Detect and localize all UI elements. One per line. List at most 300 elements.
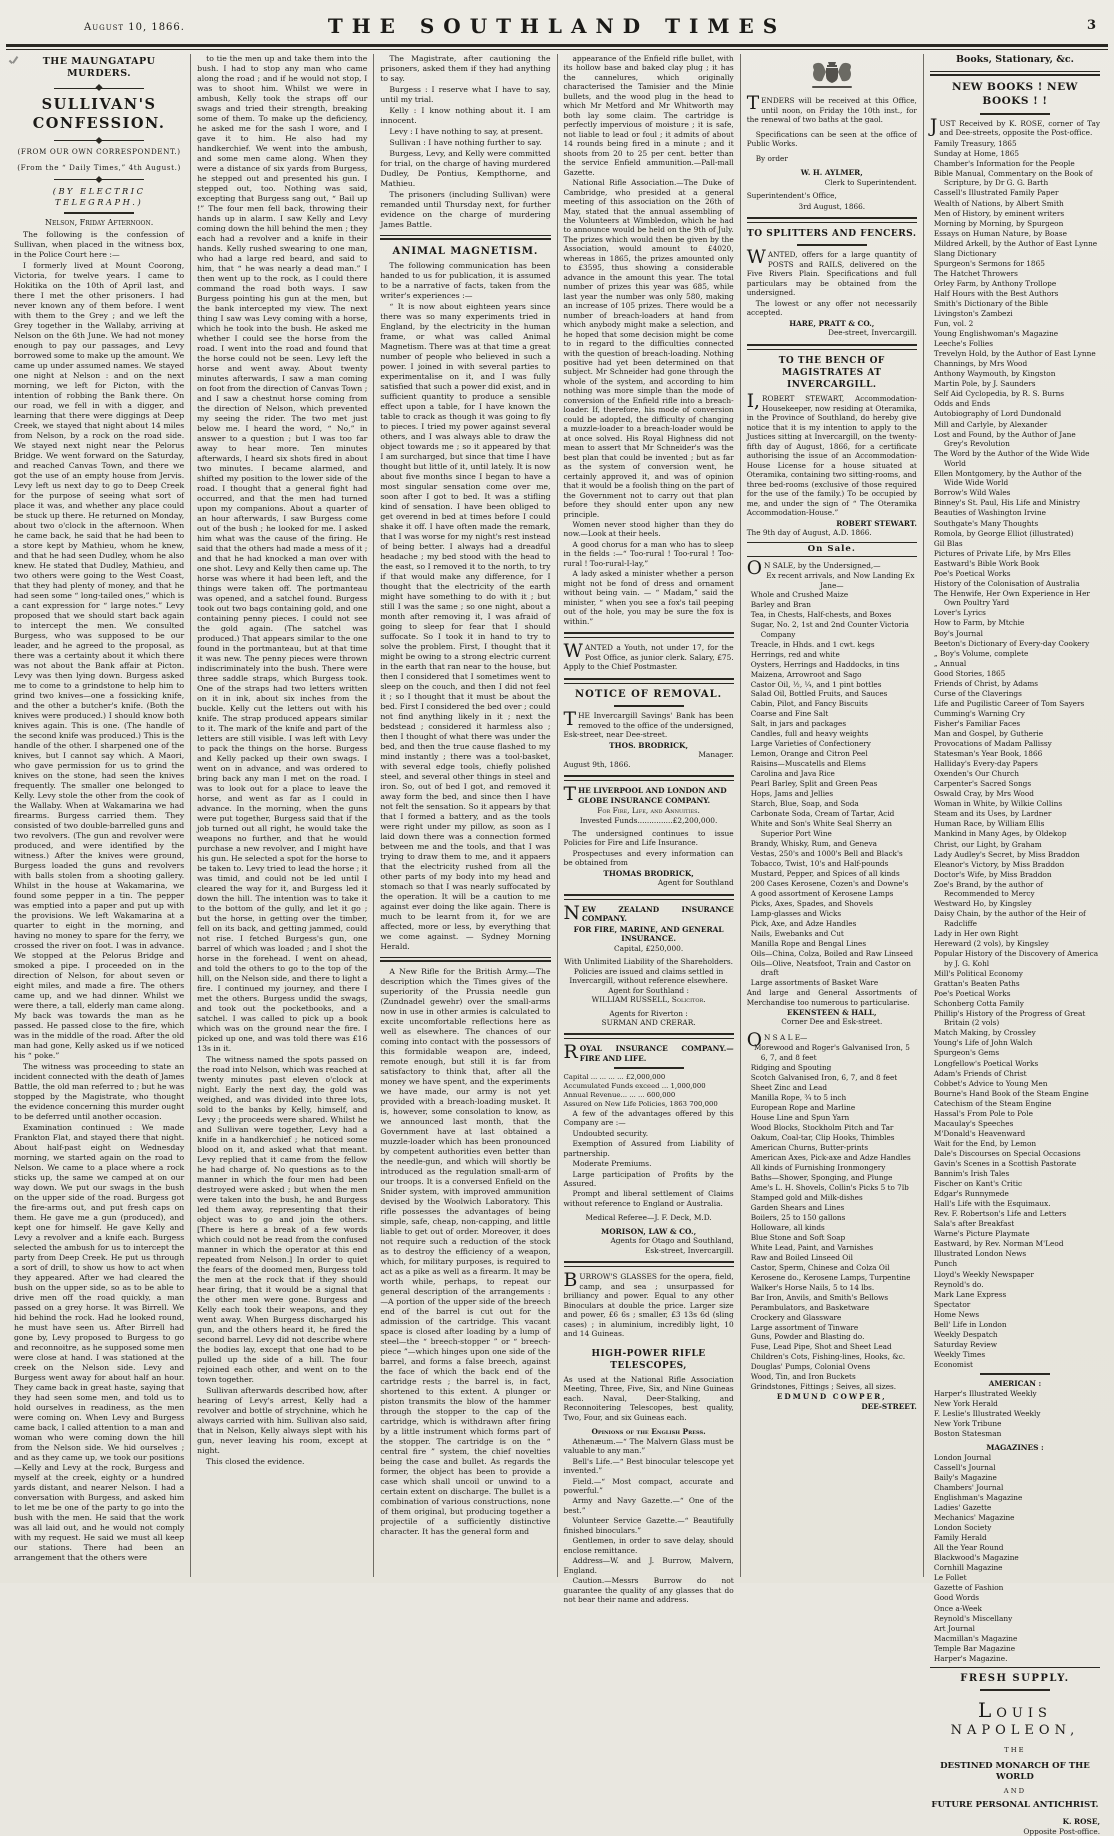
book-title: Catechism of the Steam Engine xyxy=(933,1098,1052,1108)
body-paragraph: Examination continued : We made Frankton Flat, and stayed there that night. About half-past eight on Wednesday morning, we started again on the road to Nelson. We came to a place where a rock sticks up, the same we camped at on our way down. We put our swags in the bush on the upper side of the road. Burgess got the fire-arms out, and put fresh caps on them. He gave me a gun (produced), and kept one for himself. He gave Kelly and Levy a revolver and a knife each. Burgess selected the ambush for us to intercept the party from Deep Creek. He put us through a sort of drill, to show us how to act when they appeared. After we had cleared the bush on the upper side, so as to be able to drive men off the road quickly, a man passed on a grey horse. It was Birrell. We hid behind the rock. Had he looked round, he must have seen us. After Birrell had gone by, Levy proposed to Burgess to go and reconnoitre, as he supposed some men were close at hand. I was stationed at the creek on the Nelson side. Levy and Burgess went away for about half an hour. They came back in great haste, saying that they had seen some men, and told us to hold ourselves in readiness, as the men were coming on. When Levy and Burgess came back, I called attention to a man and woman who were coming down the hill from the Nelson side. We hid ourselves ; and as they came up, we took our positions—Kelly and Levy at the rock, Burgess and myself at the creek, eighty or a hundred yards distant, and nearer Nelson. I had a conversation with Burgess, and asked him to let me be one of the party to go into the bush with the men. He said that the work was all laid out, and he would not comply with my request. He said we must all keep our stations. There had been an arrangement that the others were xyxy=(14,1123,185,1563)
book-title: Good Stories, 1865 xyxy=(933,668,1006,678)
body-paragraph: I formerly lived at Mount Coorong, Victoria, for twelve years. I came to Hokitika on the 10th of April last, and there I met the other prisoners. I had never known any of them before. I went with them to the Grey ; and we left the Grey together in the Wallaby, arriving at Nelson on the 6th June. We had not money enough to pay our passages, and Levy borrowed some to make up the amount. We came up under assumed names. We stayed one night at Nelson : and on the next morning, we left for Picton, with the intention of robbing the Bank there. On our road, we fell in with a digger, and learning that there were diggings at Deep Creek, we stayed that night about 14 miles from Nelson, by a rock on the road side. We stayed next night near the Pelorus Bridge. We went forward on the Saturday, and reached Canvas Town, and there we got the use of an empty house from Jervis. Levy left us next day to go to Deep Creek for the purpose of seeing what sort of place it was, and whether any place could be stuck up there. He returned on Monday, about two o'clock in the afternoon. When he came back, he said that he had been to a store kept by Mathieu, whom he knew, and that he had seen Dudley, whom he also knew. He stated that Dudley, Mathieu, and two others were going to the West Coast, that they had plenty of money, and that he had seen some “ long-tailed ones,” which is a cant expression for “ large notes.” Levy proposed that we should start back again to intercept the men. We consulted Burgess, who was supposed to be our leader, and he agreed to the proposal, as there was a certainty about it which there was not about the Bank affair at Picton. Levy was then lying down. Burgess asked me to come to a grindstone to help him to grind two knives—one a fossicking knife, and the other a butcher's knife. (Both the knives were produced.) I should know both knives again. This is one. (The handle of the second knife was produced.) This is the handle of the other. I sharpened one of the knives, but I cannot say which. A Maori, who gave permission for us to grind the knives on the stone, had seen the knives frequently. The smaller one belonged to Kelly. Levy stole the other from the cook of the Wallaby. When at Wakamarina we had firearms. Burgess carried them. They consisted of two double-barrelled guns and two revolvers. (The gun and revolver were produced, and were identified by the witness.) After the knives were ground, Burgess loaded the guns and revolvers with balls stolen from a shooting gallery. Whilst in the house at Wakamarina, we found some pepper in a tin. The pepper was emptied into a paper and put up with the provisions. We left Wakamarina at a quarter to eight in the morning, and having no money to spare for the ferry, we crossed the river on foot. I was in advance. We stopped at the Pelorus Bridge and smoked a pipe. I proceeded on in the direction of Nelson, for about seven or eight miles, and made a fire. The others came up, and we had dinner. Whilst we were there, a tall, elderly man came along. My back was towards the man as he passed. He passed close to the fire, which was in the middle of the road. After the old man had gone, Kelly asked us if we noticed his “ poke.” xyxy=(14,261,185,1061)
goods-item: Pearl Barley, Split and Green Peas xyxy=(750,779,878,789)
short-rule xyxy=(614,705,684,707)
column-6 xyxy=(924,54,1106,1836)
periodical-title: London Journal xyxy=(933,1452,992,1462)
periodical-title: All the Year Round xyxy=(933,1543,1004,1553)
goods-item: Large assortments of Basket Ware xyxy=(750,978,879,988)
goods-item: Wood Blocks, Stockholm Pitch and Tar xyxy=(750,1122,894,1132)
goods-item: A good assortment of Kerosene Lamps xyxy=(750,888,894,898)
goods-item: Wood, Tin, and Iron Buckets xyxy=(750,1372,856,1382)
goods-item: Brandy, Whisky, Rum, and Geneva xyxy=(750,838,877,848)
goods-item: Douglas' Pumps, Colonial Ovens xyxy=(750,1362,871,1372)
goods-item: Manilla Rope and Bengal Lines xyxy=(750,938,867,948)
book-title: Young's Life of John Walch xyxy=(933,1038,1033,1048)
goods-item: Lemon, Orange and Citron Peel xyxy=(750,749,868,759)
court-statements xyxy=(380,54,550,230)
ad-divider xyxy=(564,632,734,638)
book-title: Steam and its Uses, by Lardner xyxy=(933,809,1052,819)
nz-policies: Policies are issued and claims settled in Invercargill, without reference elsewhere. xyxy=(569,966,728,986)
liverpool-sub: For Fire, Life, and Annuities. xyxy=(597,806,700,816)
goods-item: Lamp-glasses and Wicks xyxy=(750,908,842,918)
book-title: Doctor's Wife, by Miss Braddon xyxy=(933,869,1052,879)
nz-riverton-name: SURMAN AND CRERAR. xyxy=(601,1017,696,1027)
periodical-title: Cornhill Magazine xyxy=(933,1563,1003,1573)
animal-magnetism-heading: ANIMAL MAGNETISM. xyxy=(392,246,539,257)
book-title: Hassal's From Pole to Pole xyxy=(933,1108,1033,1118)
body-paragraph: This closed the evidence. xyxy=(206,1457,305,1466)
book-title: Beauties of Washington Irvine xyxy=(933,508,1046,518)
body-paragraph: Large participation of Profits by the Assured. xyxy=(563,1169,734,1188)
periodical-title: Good Words xyxy=(933,1593,980,1603)
book-title: Beeton's Dictionary of Every-day Cookery xyxy=(933,638,1090,648)
book-title: Boy's Journal xyxy=(933,628,984,638)
rifle-continued-and-jokes xyxy=(564,54,734,626)
k-rose-signature: K. ROSE, xyxy=(1062,1817,1101,1827)
article-divider xyxy=(380,957,550,962)
goods-item: Crockery and Glassware xyxy=(750,1312,842,1322)
book-title: Lover's Lyrics xyxy=(933,608,986,618)
nz-agent-label: Agent for Southland : xyxy=(608,985,689,995)
correspondent-credit: (FROM OUR OWN CORRESPONDENT.) xyxy=(17,147,181,157)
book-title: Match Making, by Crossley xyxy=(933,1028,1036,1038)
american-header: AMERICAN : xyxy=(988,1379,1042,1389)
splitters-heading: TO SPLITTERS AND FENCERS. xyxy=(747,229,917,240)
hare-pratt-address: Dee-street, Invercargill. xyxy=(828,328,917,338)
financial-row: Capital ... ... ... ... £2,000,000 xyxy=(563,1073,666,1082)
book-title: The Hatchet Throwers xyxy=(933,268,1018,278)
goods-item: Kerosene do., Kerosene Lamps, Turpentine xyxy=(750,1272,911,1282)
book-title: Eastward, by Rev. Norman M'Leod xyxy=(933,1239,1064,1249)
book-title: Lloyd's Weekly Newspaper xyxy=(933,1269,1034,1279)
column-2 xyxy=(191,54,374,1577)
onsale2-intro: ON S A L E— xyxy=(746,1029,808,1051)
book-title: Popular History of the Discovery of America by J. G. Kohl xyxy=(933,949,1099,968)
book-title: Sala's after Breakfast xyxy=(933,1219,1015,1229)
book-title: Wait for the End, by Lemon xyxy=(933,1138,1037,1148)
book-title: Cassell's Illustrated Family Paper xyxy=(933,188,1059,198)
body-paragraph: Sullivan : I have nothing further to say. xyxy=(389,138,542,147)
lowest-offer-note: The lowest or any offer not necessarily accepted. xyxy=(746,298,917,318)
short-rule xyxy=(980,113,1050,115)
tenders-date: 3rd August, 1866. xyxy=(798,201,866,211)
book-title: Mark Lane Express xyxy=(933,1289,1007,1299)
book-title: Livingston's Zambezi xyxy=(933,309,1013,319)
confession-continued xyxy=(197,54,367,1467)
book-title: Lady Audley's Secret, by Miss Braddon xyxy=(933,849,1080,859)
masthead xyxy=(0,0,1114,46)
press-opinion: Volunteer Service Gazette.—“ Beautifully finished binoculars.” xyxy=(563,1516,734,1535)
book-title: Cumming's Warning Cry xyxy=(933,708,1025,718)
stewart-signature: ROBERT STEWART. xyxy=(836,518,917,528)
morison-agents: Agents for Otago and Southland, xyxy=(610,1236,734,1246)
periodical-title: Macmillan's Magazine xyxy=(933,1633,1018,1643)
book-title: Westward Ho, by Kingsley xyxy=(933,899,1032,909)
body-paragraph: Levy : I have nothing to say, at present. xyxy=(389,127,544,136)
goods-item: Manilla Rope, ¾ to 5 inch xyxy=(750,1092,847,1102)
periodical-title: Baily's Magazine xyxy=(933,1472,997,1482)
body-paragraph: Exemption of Assured from Liability of partnership. xyxy=(563,1139,734,1158)
masthead-rule xyxy=(6,44,1108,50)
book-title: Romola, by George Elliot (illustrated) xyxy=(933,528,1074,538)
book-title: Human Race, by William Ellis xyxy=(933,819,1045,829)
bench-heading: TO THE BENCH OF MAGISTRATES AT INVERCARGILL. xyxy=(778,355,885,391)
financial-row: Assured on New Life Policies, 1863 700,000 xyxy=(563,1099,718,1108)
liverpool-signature: THOMAS BRODRICK, xyxy=(603,868,694,878)
body-paragraph: A lady asked a minister whether a person might not be fond of dress and ornament without being vain. — “ Madam,” said the minister, “ when you see a fox's tail peeping out of the hole, you may be sure the fox is within.” xyxy=(563,569,734,626)
body-paragraph: Women never stood higher than they do now.—Look at their heels. xyxy=(563,519,734,539)
goods-item: Barley and Bran xyxy=(750,600,811,610)
body-paragraph: Moderate Premiums. xyxy=(572,1159,652,1169)
liverpool-funds: Invested Funds...............£2,200,000. xyxy=(579,815,718,825)
press-opinion: Field.—“ Most compact, accurate and powerful.” xyxy=(563,1476,734,1495)
rifle-telescopes-heading: HIGH-POWER RIFLE TELESCOPES, xyxy=(591,1348,706,1371)
book-title: Illustrated London News xyxy=(933,1249,1027,1259)
book-title: Pictures of Private Life, by Mrs Elles xyxy=(933,548,1071,558)
press-opinions xyxy=(564,1437,734,1605)
book-title: Mankind in Many Ages, by Oldekop xyxy=(933,829,1067,839)
body-paragraph: The witness named the spots passed on the road into Nelson, which was reached at twenty minutes past eleven o'clock at night. Early the next day, the gold was weighed, and was divided into three lots, sold to the banks by Kelly, himself, and Levy ; the proceeds were shared. Whilst he and Sullivan were together, Levy had a knife in a handkerchief ; he noticed some blood on it, and asked what that meant. Levy replied that it came from the fellow he had charge of. No questions as to the manner in which the four men had been destroyed were asked ; but when the men were taken into the bush, he and Burgess led them away, representing that their object was to go and join the others. [There is here a break of a few words which could not be read from the confused manner in which the operator at this end repeated from Nelson.] In order to quiet the fears of the doomed men, Burgess told the men at the rock that if they should hear firing, that it would be a signal that the other men were gone. Burgess and Kelly each took their weapons, and they went away. When Burgess discharged his gun, and the others heard it, he fired the second barrel. Levy did not describe where the bodies lay, except that one had to be pulled up the side of a hill. The four rejoined each other, and went on to the town together. xyxy=(197,1055,368,1384)
book-title: Statesman's Year Book, 1866 xyxy=(933,749,1043,759)
book-title: Macaulay's Speeches xyxy=(933,1118,1014,1128)
goods-item: Holloware, all kinds xyxy=(750,1222,825,1232)
book-title: Odds and Ends xyxy=(933,399,991,409)
periodical-title: Mechanics' Magazine xyxy=(933,1513,1015,1523)
book-list xyxy=(930,139,1100,1370)
section-rule xyxy=(930,1667,1100,1668)
book-title: Hall's Life with the Esquimaux. xyxy=(933,1199,1051,1209)
book-title: Zoe's Brand, by the author of Recommended to Mercy xyxy=(933,879,1043,899)
book-title: „ Boy's Volume, complete xyxy=(933,648,1029,658)
onsale2-goods-list xyxy=(747,1043,917,1391)
k-rose-intro: JUST Received by K. ROSE, corner of Tay and Dee-streets, opposite the Post-office. xyxy=(929,115,1101,138)
book-title: Eleanor's Victory, by Miss Braddon xyxy=(933,859,1065,869)
louis-napoleon-title: LOUIS NAPOLEON, xyxy=(950,1698,1080,1739)
book-title: Men of History, by eminent writers xyxy=(933,208,1065,218)
by-order: By order xyxy=(755,153,788,163)
ekensteen-address: Corner Dee and Esk-street. xyxy=(781,1017,883,1027)
book-title: Orley Farm, by Anthony Trollope xyxy=(933,278,1057,288)
book-title: Slang Dictionary xyxy=(933,248,997,258)
section-rule xyxy=(930,71,1100,76)
book-title: Eastward's Bible Work Book xyxy=(933,558,1040,568)
royal-insurance-title: ROYAL INSURANCE COMPANY.— FIRE AND LIFE. xyxy=(563,1041,734,1064)
goods-item: Tea, in Chests, Half-chests, and Boxes xyxy=(750,610,892,620)
periodical-title: Chambers' Journal xyxy=(933,1482,1004,1492)
goods-item: Baths—Shower, Sponging, and Plunge xyxy=(750,1172,893,1182)
nz-insurance-capital: Capital, £250,000. xyxy=(613,943,684,953)
book-title: Spurgeon's Gems xyxy=(933,1048,1000,1058)
goods-item: All kinds of Furnishing Ironmongery xyxy=(750,1162,886,1172)
book-title: Weekly Times xyxy=(933,1349,986,1359)
american-list xyxy=(930,1389,1100,1439)
onsale-landing: Ex recent arrivals, and Now Landing Ex Jane— xyxy=(766,571,915,590)
short-rule xyxy=(64,212,134,214)
periodical-title: Gazette of Fashion xyxy=(933,1583,1004,1593)
goods-item: White and Son's White Seal Sherry an Superior Port Wine xyxy=(750,819,892,838)
body-paragraph: National Rifle Association.—The Duke of Cambridge, who presided at a general meeting of this association on the 26th of May, stated that the annual assembling of the Volunteers at Wimbledon, which he had to announce would be held on the 9th of July. The prizes which would then be given by the Association, would amount to £4020, whereas in 1865, the prizes amounted only to £3595, thus showing a considerable advance in the amount this year. The total number of prizes this year was 685, while last year the number was only 580, making an increase of 105 prizes. There would be a number of breach-loaders at hand from which anybody might make a selection, and he hoped that some decision might be come to in regard to the difficulties connected with the question of breach-loading. Nothing positive had yet been determined on that subject. Mr Schneider had gone through the whole of the system, and according to him nothing was more simple than the mode of conversion of the Enfield rifle into a breach-loader. If, therefore, his mode of conversion could be adopted, the difficulty of changing a muzzle-loader to a breach-loader would be at once solved. His Royal Highness did not mean to assert that Mr Schneider's was the best plan that could be invented ; but as far as the system of conversion went, he certainly approved it, and was of opinion that it would be a foolish thing on the part of the Government not to carry out that plan before they should enter upon any new principle. xyxy=(563,178,734,519)
book-title: Christ, our Light, by Graham xyxy=(933,839,1042,849)
book-title: Punch xyxy=(933,1259,958,1269)
goods-item: American Axes, Pick-axe and Adze Handles xyxy=(750,1152,911,1162)
goods-item: Walker's Horse Nails, 5 to 14 lbs. xyxy=(750,1282,875,1292)
book-title: Spectator xyxy=(933,1299,971,1309)
source-credit: (From the “ Daily Times,” 4th August.) xyxy=(17,162,181,172)
goods-item: Cabin, Pilot, and Fancy Biscuits xyxy=(750,699,868,709)
book-title: Curse of the Claverings xyxy=(933,688,1022,698)
goods-item: Large assortment of Tinware xyxy=(750,1322,859,1332)
book-title: Borrow's Wild Wales xyxy=(933,488,1011,498)
goods-item: Herrings, red and white xyxy=(750,649,840,659)
goods-item: Bar Iron, Anvils, and Smith's Bellows xyxy=(750,1292,889,1302)
goods-item: 200 Cases Kerosene, Cozen's and Downe's xyxy=(750,878,909,888)
book-title: Weekly Despatch xyxy=(933,1329,998,1339)
book-title: Ellen Montgomery, by the Author of the Wide Wide World xyxy=(933,468,1082,488)
goods-item: Raisins—Muscatells and Elems xyxy=(750,759,866,769)
nz-riverton-label: Agents for Riverton : xyxy=(609,1008,688,1018)
body-paragraph: Kelly : I know nothing about it. I am innocent. xyxy=(380,106,551,125)
burrows-glasses-ad: BURROW'S GLASSES for the opera, field, camp, and sea ; unsurpassed for brilliancy and power. Equal to any other Binoculars at double the price. Larger size and power, £6 6s ; smaller, £3 13s 6d (sling cases) ; in aluminium, incredibly light, 10 and 14 Guineas. xyxy=(563,1269,734,1339)
aylmer-title: Clerk to Superintendent. xyxy=(824,177,917,187)
press-opinion: Athenæum.—“ The Malvern Glass must be valuable to any man.” xyxy=(563,1436,734,1456)
newspaper-title: THE SOUTHLAND TIMES xyxy=(327,14,787,38)
nz-agent-name: WILLIAM RUSSELL, Solicitor. xyxy=(591,995,706,1005)
periodical-title: Ladies' Gazette xyxy=(933,1503,992,1513)
royal-financials xyxy=(564,1073,734,1108)
tenders-notice: TENDERS will be received at this Office, until noon, on Friday the 10th inst., for the renewal of two baths at the gaol. xyxy=(746,93,917,125)
book-title: Southgate's Many Thoughts xyxy=(933,518,1039,528)
page-number: 3 xyxy=(1086,18,1096,33)
periodical-title: F. Leslie's Illustrated Weekly xyxy=(933,1409,1041,1419)
book-title: Carpenter's Sacred Songs xyxy=(933,779,1032,789)
press-opinion: Bell's Life.—“ Best binocular telescope yet invented.” xyxy=(563,1456,734,1476)
periodical-title: Blackwood's Magazine xyxy=(933,1553,1019,1563)
goods-item: Vestas, 250's and 1000's Bell and Black's xyxy=(750,848,903,858)
goods-item: Guns, Powder and Blasting do. xyxy=(750,1332,865,1342)
goods-item: Candles, full and heavy weights xyxy=(750,729,869,739)
book-title: Chamber's Information for the People xyxy=(933,158,1075,168)
book-title: Saturday Review xyxy=(933,1339,998,1349)
book-title: Friends of Christ, by Adams xyxy=(933,678,1039,688)
periodical-title: Englishman's Magazine xyxy=(933,1493,1023,1502)
goods-item: Castor, Sperm, Chinese and Colza Oil xyxy=(750,1262,890,1272)
body-paragraph: Burgess, Levy, and Kelly were committed for trial, on the charge of having murdered Dudley, De Pontius, Kempthorne, and Mathieu. xyxy=(380,149,551,188)
ekensteen-signature: EKENSTEEN & HALL, xyxy=(786,1007,877,1017)
book-title: Schonberg Cotta Family xyxy=(933,998,1024,1008)
book-title: Rev. F. Robertson's Life and Letters xyxy=(933,1209,1067,1219)
body-paragraph: The following is the confession of Sullivan, when placed in the witness box, in the Police Court here :— xyxy=(14,230,185,260)
stewart-date: The 9th day of August, A.D. 1866. xyxy=(746,528,872,538)
new-books-heading: NEW BOOKS ! NEW BOOKS ! ! xyxy=(951,81,1078,107)
goods-item: Scotch Galvanised Iron, 6, 7, and 8 feet xyxy=(750,1072,898,1082)
book-title: Edgar's Runnymede xyxy=(933,1189,1009,1199)
book-title: Warne's Picture Playmate xyxy=(933,1229,1030,1239)
goods-item: Fuse, Lead Pipe, Shot and Sheet Lead xyxy=(750,1342,892,1352)
goods-item: Grindstones, Fittings ; Seives, all sizes. xyxy=(750,1382,897,1392)
book-title: Longfellow's Poetical Works xyxy=(933,1058,1039,1068)
k-rose-address: Opposite Post-office. xyxy=(1023,1826,1101,1836)
periodical-title: Harper's Illustrated Weekly xyxy=(933,1389,1037,1399)
body-paragraph: The Magistrate, after cautioning the prisoners, asked them if they had anything to say. xyxy=(380,54,551,83)
goods-item: Castor Oil, ½, ¼, and 1 pint bottles xyxy=(750,679,882,689)
periodical-title: New York Tribune xyxy=(933,1419,1002,1429)
book-title: Binney's St. Paul, His Life and Ministry xyxy=(933,498,1081,508)
ad-divider xyxy=(564,775,734,781)
book-title: Wealth of Nations, by Albert Smith xyxy=(933,198,1064,208)
removal-body: THE Invercargill Savings' Bank has been removed to the office of the undersigned, Esk-street, near Dee-street. xyxy=(563,708,734,740)
goods-item: Garden Shears and Lines xyxy=(750,1202,845,1212)
goods-item: Pick, Axe, and Adze Handles xyxy=(750,918,857,928)
animal-magnetism-text xyxy=(380,261,550,952)
short-rule xyxy=(797,244,867,246)
book-title: History of the Colonisation of Australia xyxy=(933,578,1080,588)
goods-item: Blue Stone and Soft Soap xyxy=(750,1232,846,1242)
press-opinion: Caution.—Messrs Burrow do not guarantee the quality of any glasses that do not bear their name and address. xyxy=(563,1576,734,1605)
goods-item: Mustard, Pepper, and Spices of all kinds xyxy=(750,868,900,878)
book-title: Family Treasury, 1865 xyxy=(933,138,1017,148)
fresh-supply-heading: FRESH SUPPLY. xyxy=(960,1673,1070,1685)
column-1 xyxy=(8,54,191,1577)
opinions-heading: Opinions of the English Press. xyxy=(591,1427,706,1437)
telescopes-body: As used at the National Rifle Association Meeting, Three, Five, Six, and Nine Guineas each. Naval, Deer-Stalking, and Reconnoitering Telescopes, best quality, Two, Four, and six Guineas each. xyxy=(563,1374,734,1422)
dateline: Nelson, Friday Afternoon. xyxy=(44,217,154,227)
book-title: Morning by Morning, by Spurgeon xyxy=(933,218,1064,228)
ad-divider xyxy=(747,344,917,350)
issue-date: August 10, 1866. xyxy=(84,22,185,33)
book-title: Oxenden's Our Church xyxy=(933,769,1020,779)
book-title: Bannim's Irish Tales xyxy=(933,1169,1010,1179)
book-title: Halliday's Every-day Papers xyxy=(933,759,1038,769)
goods-item: Sugar, No. 2, 1st and 2nd Counter Victoria Company xyxy=(750,620,909,639)
stewart-application: I,ROBERT STEWART, Accommodation-Housekeeper, now residing at Oteramika, in the Province of Southland, do hereby give notice that it is my intention to apply to the Justices sitting at Invercargill, on the twenty-fifth day of August, 1866, for a certificate authorising the issue of an Accommodation-House License for a house situated at Oteramika, containing two sitting-rooms, and three bed-rooms (exclusive of those required for the use of the family.) To be occupied by me, and under the sign of “ The Oteramika Accommodation-House.” xyxy=(746,391,917,518)
book-title: Mill and Carlyle, by Alexander xyxy=(933,419,1048,429)
nz-insurance-title: NEW ZEALAND INSURANCE COMPANY. xyxy=(563,901,734,924)
goods-item: Oysters, Herrings and Haddocks, in tins xyxy=(750,659,900,669)
periodical-title: Cassell's Journal xyxy=(933,1462,996,1472)
book-title: Half Hours with the Best Authors xyxy=(933,288,1059,298)
periodical-title: Boston Statesman xyxy=(933,1429,1002,1439)
body-paragraph: to tie the men up and take them into the bush. I had to stop any man who came along the road ; and if he would not stop, I was to shoot him. Whilst we were in ambush, Kelly took the straps off our swags and tried their strength, breaking some of them. To make up the deficiency, he asked me for the sash I wore, and I gave it to him. He also had my handkerchief. We went into the ambush, and some men came along. When they were a distance of six yards from Burgess, he stepped out and presented his gun. I stepped out, too. Nothing was said, excepting that Burgess sang out, “ Bail up !” The four men fell back, throwing their hands up in alarm. I saw Kelly and Levy coming down the hill behind the men ; they each had a revolver and a knife in their hands. Kelly rushed swearing to one man, who had a large red beard, and said to him, that “ he was nearly a dead man.” I then went up to the rock, as I could there command the road both ways. I saw Burgess pointing his gun at the men, but the bank intercepted my view. The next thing I saw was Levy coming with a horse, which he took into the bush. He asked me whether I could see the horse from the road. I went into the road and found that the horse could not be seen. Levy left the horse and went away. About twenty minutes afterwards, I saw a man coming on foot from the direction of Canvas Town ; and I saw a chestnut horse coming from the direction of Nelson, which prevented my seeing the rider. The two met just below me. I heard the word, “ No,” in answer to a question ; but I was too far away to hear more. Ten minutes afterwards, I heard six shots fired in about two minutes. I became alarmed, and shifted my position to the lower side of the road. I thought that a general fight had occurred, and that the men had turned upon my companions. About a quarter of an hour afterwards, I saw Burgess come out of the bush ; he looked for me. I asked him what was the cause of the firing. He said that the others had made a mess of it ; and that he had knocked a man over with one shot. Levy and Kelly then came up. The horse was where it had been left, and the things were taken off. The portmanteau was opened, and a satchel found. Burgess took out two bags containing gold, and one containing penny pieces. I could not see the gold again. (The satchel was produced.) That appears similar to the one found in the portmanteau, but at that time it was new. The penny pieces were thrown indiscriminately into the bush. There were three saddle straps, which Burgess took. One of the straps had two letters written on it in ink, about six inches from the buckle. Kelly cut the letters out with his knife. The strap produced appears similar to it. The mark of the knife and part of the letters are still visible. I was left with Levy to pack the things on the horse. Burgess and Kelly packed up their own swags. I went on in advance, and was ordered to bring back any man I met on the road. I was to look out for a place to leave the horse, and went as far as I could in advance. In the morning, when the guns were put together, Burgess said that if the job turned out all right, he would take the weapons no further, and that he would purchase a new revolver, and I might have his gun. He selected a spot for the horse to be taken to. Levy tried to lead the horse ; it was timid, and could not be led until I cleared the way for it, and Burgess led it down the hill. The intention was to take it to the bottom of the gully, and let it go ; but the horse, in getting over the timber, fell on its back, and getting jammed, could not rise. I fetched Burgess's gun, one barrel of which was loaded ; and I shot the horse in the forehead. I went on ahead, and told the others to go to the top of the hill, on the Nelson side, and there to light a fire. I continued my journey, and there I met the others. Burgess undid the swags, and took out the pocketbooks, and a satchel. I was called to pick up a book which was on the ground near the fire. I picked up one, and was told there was £16 13s in it. xyxy=(197,54,368,1053)
goods-item: Maizena, Arrowroot and Sago xyxy=(750,669,862,679)
book-title: Lady in Her own Right xyxy=(933,928,1019,938)
removal-title: Manager. xyxy=(698,750,734,760)
book-title: Young Englishwoman's Magazine xyxy=(933,329,1059,339)
press-opinion: Address—W. and J. Burrow, Malvern, England. xyxy=(563,1556,734,1575)
press-opinion: Gentlemen, in order to save delay, should enclose remittance. xyxy=(563,1536,734,1555)
napoleon-subtitle-2: FUTURE PERSONAL ANTICHRIST. xyxy=(931,1800,1099,1811)
book-title: Life and Pugilistic Career of Tom Sayers xyxy=(933,698,1085,708)
goods-item: Ridging and Spouting xyxy=(750,1062,832,1072)
goods-item: Morewood and Roger's Galvanised Iron, 5 6, 7, and 8 feet xyxy=(753,1043,910,1062)
body-paragraph: Prompt and liberal settlement of Claims without reference to England or Australia. xyxy=(563,1189,734,1208)
napoleon-and: AND xyxy=(1003,1787,1027,1796)
body-paragraph: A few of the advantages offered by this Company are :— xyxy=(563,1108,734,1128)
book-title: Woman in White, by Wilkie Collins xyxy=(933,799,1063,809)
liverpool-body: The undersigned continues to issue Policies for Fire and Life Insurance. xyxy=(563,829,734,848)
book-title: Mildred Arkell, by the Author of East Lynne xyxy=(933,238,1098,248)
goods-item: Stamped gold and Milk-dishes xyxy=(750,1192,863,1202)
financial-row: Annual Revenue... ... ... 600,000 xyxy=(563,1091,676,1100)
ad-divider xyxy=(564,678,734,684)
confession-text xyxy=(14,230,184,1563)
goods-item: Oakum, Coal-tar, Clip Hooks, Thimbles xyxy=(750,1132,895,1142)
on-sale-bar: On Sale. xyxy=(747,542,917,557)
goods-item: Carolina and Java Rice xyxy=(750,769,835,779)
ornament-divider xyxy=(54,84,144,92)
book-title: M'Donald's Heavenward xyxy=(933,1128,1026,1138)
hare-pratt-signature: HARE, PRATT & CO., xyxy=(789,318,875,328)
periodical-title: Temple Bar Magazine xyxy=(933,1643,1016,1653)
morison-address: Esk-street, Invercargill. xyxy=(644,1245,734,1255)
ornament-divider xyxy=(54,136,144,144)
book-title: Anthony Waymouth, by Kingston xyxy=(933,369,1056,379)
book-title: Fun, vol. 2 xyxy=(933,319,974,329)
financial-row: Accumulated Funds exceed ... 1,000,000 xyxy=(563,1082,706,1091)
goods-item: Coarse and Fine Salt xyxy=(750,709,829,719)
onsale-intro: ON SALE, by the Undersigned,— xyxy=(746,557,881,579)
book-title: Grattan's Beaten Paths xyxy=(933,978,1020,988)
book-title: Gil Blas xyxy=(933,538,963,548)
periodical-title: London Society xyxy=(933,1523,992,1533)
book-title: Lost and Found, by the Author of Jane Grey's Revolution xyxy=(933,429,1076,449)
liverpool-agent: Agent for Southland xyxy=(657,878,734,888)
goods-item: Oils—China, Colza, Boiled and Raw Linseed xyxy=(750,948,914,958)
ad-divider xyxy=(747,217,917,223)
goods-item: Oils—Olive, Neatsfoot, Train and Castor on draft xyxy=(750,958,911,978)
napoleon-subtitle-1: DESTINED MONARCH OF THE WORLD xyxy=(940,1761,1090,1783)
goods-item: Hops, Jams and Jellies xyxy=(750,789,834,799)
book-title: Man and Gospel, by Gutherie xyxy=(933,728,1044,738)
nz-liability: With Unlimited Liability of the Shareholders. xyxy=(564,957,734,967)
medical-referee: Medical Referee—J. F. Deck, M.D. xyxy=(585,1213,712,1223)
goods-item: Raw and Boiled Linseed Oil xyxy=(750,1252,853,1262)
book-title: Bourne's Hand Book of the Steam Engine xyxy=(933,1088,1089,1098)
goods-item: Treacle, in Hhds. and 1 cwt. kegs xyxy=(750,639,875,649)
onsale-outro: And large and General Assortments of Merchandise too numerous to particularise. xyxy=(746,988,917,1007)
column-grid xyxy=(8,54,1106,1836)
book-title: „ Annual xyxy=(933,658,967,668)
column-4 xyxy=(558,54,741,1605)
aylmer-signature: W. H. AYLMER, xyxy=(800,168,863,178)
book-title: Fisher's Familiar Faces xyxy=(933,718,1021,728)
goods-item: Tobacco, Twist, 10's and Half-pounds xyxy=(750,858,889,868)
article-headline: SULLIVAN'S CONFESSION. xyxy=(32,95,166,132)
book-title: Fischer on Kant's Critic xyxy=(933,1179,1023,1189)
book-title: Adam's Friends of Christ xyxy=(933,1068,1027,1078)
press-opinion: Army and Navy Gazette.—“ One of the best.” xyxy=(563,1496,734,1515)
book-title: Oswald Cray, by Mrs Wood xyxy=(933,789,1034,799)
book-title: Martin Pole, by J. Saunders xyxy=(933,379,1036,389)
goods-item: Large Varieties of Confectionery xyxy=(750,739,871,749)
goods-item: Salt, in jars and packages xyxy=(750,719,847,729)
napoleon-the: THE xyxy=(1004,1746,1026,1755)
book-title: Economist xyxy=(933,1359,973,1369)
periodical-title: Art Journal xyxy=(933,1623,976,1633)
book-title: Reynold's do. xyxy=(933,1279,984,1289)
book-title: Home News xyxy=(933,1309,980,1319)
book-title: Poe's Poetical Works xyxy=(933,988,1011,998)
magazine-list xyxy=(930,1453,1100,1663)
book-title: Gavin's Scenes in a Scottish Pastorate xyxy=(933,1159,1077,1168)
book-title: Trevelyn Hold, by the Author of East Lynne xyxy=(933,349,1096,359)
short-rule xyxy=(980,1373,1050,1375)
book-title: Leeche's Follies xyxy=(933,339,994,349)
article-divider xyxy=(380,235,550,240)
superintendent-office: Superintendent's Office, xyxy=(746,191,837,201)
body-paragraph: The prisoners (including Sullivan) were remanded until Thursday next, for further evidence on the charge of murdering James Battle. xyxy=(380,190,551,229)
morison-signature: MORISON, LAW & CO., xyxy=(601,1226,697,1236)
